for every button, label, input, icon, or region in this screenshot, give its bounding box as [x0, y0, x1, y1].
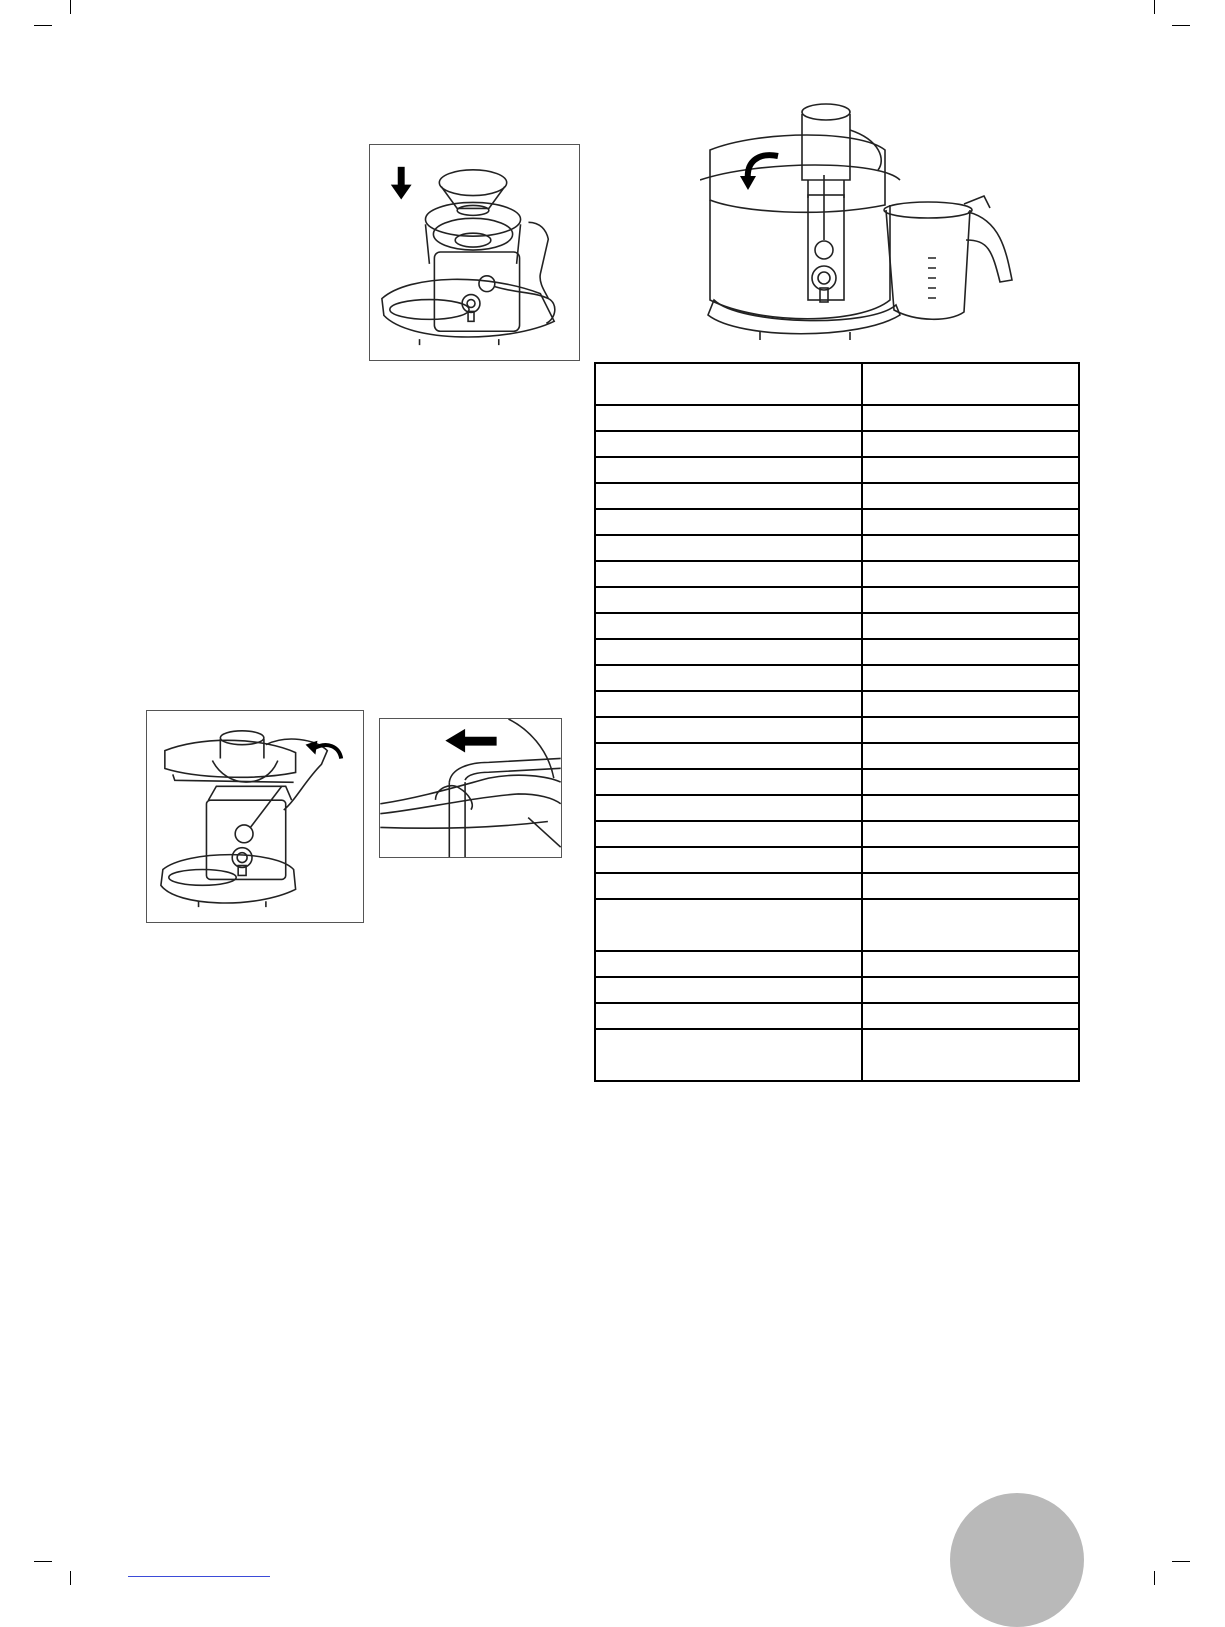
spec-value-cell: [862, 561, 1079, 587]
spec-table-row: [595, 639, 1079, 665]
spec-value-cell: [862, 977, 1079, 1003]
spec-value-cell: [862, 847, 1079, 873]
spec-table-row: [595, 717, 1079, 743]
spec-value-cell: [862, 1003, 1079, 1029]
spec-table-row: [595, 431, 1079, 457]
spec-label-cell: [595, 1029, 862, 1081]
spec-label-cell: [595, 951, 862, 977]
spec-value-cell: [862, 483, 1079, 509]
spec-table-row: [595, 847, 1079, 873]
spec-label-cell: [595, 483, 862, 509]
spec-value-cell: [862, 899, 1079, 951]
spec-label-cell: [595, 795, 862, 821]
spec-value-cell: [862, 795, 1079, 821]
spec-table-row: [595, 1003, 1079, 1029]
spec-value-cell: [862, 691, 1079, 717]
spec-label-cell: [595, 587, 862, 613]
spec-label-cell: [595, 431, 862, 457]
figure-product-overview: [700, 100, 1030, 345]
spec-table-row: [595, 535, 1079, 561]
spec-table-row: [595, 873, 1079, 899]
clamp-detail-illustration: [380, 719, 561, 857]
spec-value-cell: [862, 665, 1079, 691]
figure-filter-assembly: [369, 144, 580, 361]
spec-table-row: [595, 483, 1079, 509]
spec-value-cell: [862, 1029, 1079, 1081]
spec-value-cell: [862, 535, 1079, 561]
footer-link[interactable]: [128, 1576, 270, 1577]
spec-table-row: [595, 561, 1079, 587]
figure-clamp-detail: [379, 718, 562, 858]
spec-label-cell: [595, 899, 862, 951]
spec-table-row: [595, 405, 1079, 431]
crop-mark: [1154, 1571, 1155, 1585]
spec-value-cell: [862, 717, 1079, 743]
spec-label-cell: [595, 405, 862, 431]
spec-label-cell: [595, 873, 862, 899]
spec-label-cell: [595, 743, 862, 769]
rotate-arrow-icon: [740, 155, 778, 190]
spec-label-cell: [595, 717, 862, 743]
spec-value-cell: [862, 457, 1079, 483]
spec-label-cell: [595, 561, 862, 587]
crop-mark: [34, 1561, 52, 1562]
spec-value-cell: [862, 431, 1079, 457]
spec-label-cell: [595, 509, 862, 535]
arrow-down-icon: [391, 167, 412, 200]
spec-label-cell: [595, 639, 862, 665]
spec-table-row: [595, 613, 1079, 639]
spec-table-row: [595, 509, 1079, 535]
spec-table-row: [595, 457, 1079, 483]
spec-table-row: [595, 665, 1079, 691]
crop-mark: [1154, 0, 1155, 14]
spec-value-cell: [862, 587, 1079, 613]
page-number-badge: [950, 1493, 1084, 1627]
specification-table-body: [595, 363, 1079, 1081]
spec-value-cell: [862, 363, 1079, 405]
spec-value-cell: [862, 639, 1079, 665]
spec-table-row: [595, 743, 1079, 769]
spec-table-row: [595, 1029, 1079, 1081]
figure-remove-lid: [146, 710, 364, 923]
crop-mark: [70, 0, 71, 14]
spec-label-cell: [595, 535, 862, 561]
spec-table-row: [595, 899, 1079, 951]
spec-value-cell: [862, 951, 1079, 977]
arrow-left-icon: [445, 729, 496, 753]
rotate-arrow-icon: [306, 741, 342, 759]
spec-label-cell: [595, 613, 862, 639]
crop-mark: [34, 25, 52, 26]
spec-table-row: [595, 795, 1079, 821]
spec-value-cell: [862, 509, 1079, 535]
spec-label-cell: [595, 821, 862, 847]
juicer-lid-illustration: [147, 711, 363, 922]
spec-label-cell: [595, 847, 862, 873]
spec-label-cell: [595, 363, 862, 405]
spec-table-row: [595, 821, 1079, 847]
spec-label-cell: [595, 457, 862, 483]
spec-table-row: [595, 951, 1079, 977]
spec-label-cell: [595, 665, 862, 691]
spec-table-row: [595, 769, 1079, 795]
spec-table-row: [595, 363, 1079, 405]
spec-value-cell: [862, 873, 1079, 899]
crop-mark: [1172, 25, 1190, 26]
crop-mark: [70, 1571, 71, 1585]
spec-label-cell: [595, 1003, 862, 1029]
spec-value-cell: [862, 613, 1079, 639]
spec-value-cell: [862, 769, 1079, 795]
specification-table: [594, 362, 1080, 1082]
spec-value-cell: [862, 405, 1079, 431]
juicer-product-illustration: [700, 100, 1030, 345]
spec-table-row: [595, 977, 1079, 1003]
spec-value-cell: [862, 821, 1079, 847]
juicer-assembly-illustration: [370, 145, 579, 360]
crop-mark: [1172, 1561, 1190, 1562]
spec-label-cell: [595, 691, 862, 717]
spec-table-row: [595, 691, 1079, 717]
spec-label-cell: [595, 769, 862, 795]
spec-label-cell: [595, 977, 862, 1003]
spec-value-cell: [862, 743, 1079, 769]
spec-table-row: [595, 587, 1079, 613]
